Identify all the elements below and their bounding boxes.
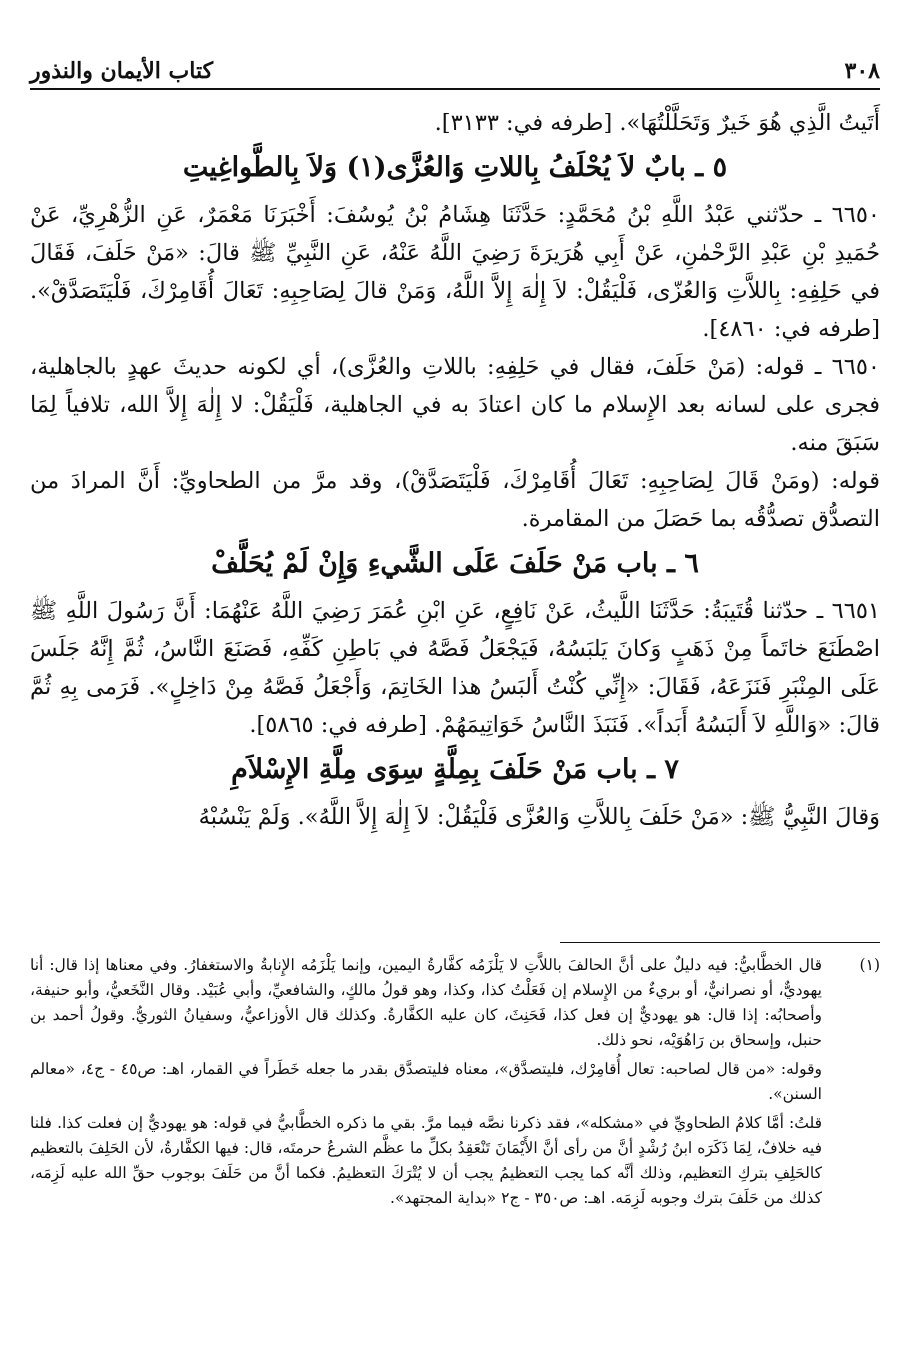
footnote-paragraph: قلتُ: أمَّا كلامُ الطحاويِّ في «مشكله»، فقد ذكرنا نصَّه فيما مرَّ. بقي ما ذكره الخطَّابيُّ في قوله: هو يهوديٌّ إن فعلت كذا. فلنا فيه خلافٌ، لِمَا ذَكَرَه ابنُ رُشْدٍ أنَّ من رأى أنَّ الأَيْمَانَ تَنْعَقِدُ بكلِّ ما عظَّم الشرعُ حرمتَه، قال: فيها الكفَّارةُ، لأن الحَلِفَ بالتعظيم كالحَلِفِ بتركِ التعظيم، وذلك أنَّه كما يجب التعظيمُ يجب أن لا يُتْرَكَ التعظيمُ. فكما أنَّ من حَلَفَ بوجوب حقِّ الله عليه لَزِمَه، كذلك من حَلَفَ بترك وجوبه لَزِمَه. اهـ: ص٣٥٠ - ج٢ «بداية المجتهد». (30, 1114, 822, 1207)
chapter-heading-7: ٧ ـ باب مَنْ حَلَفَ بِمِلَّةٍ سِوَى مِلَّةِ الإِسْلاَمِ (231, 754, 679, 785)
main-text (30, 104, 880, 836)
footnote-1 (30, 953, 880, 1215)
hadith-continuation: أَتَيتُ الَّذِي هُوَ خَيرٌ وَتَحَلَّلْتُهَا». [طرفه في: ٣١٣٣]. (434, 110, 880, 136)
chapter-heading-5: ٥ ـ بابٌ لاَ يُحْلَفُ بِاللاتِ وَالعُزَّى(١) وَلاَ بِالطَّواغِيتِ (182, 152, 728, 183)
chapter-heading-6: ٦ ـ باب مَنْ حَلَفَ عَلَى الشَّيءِ وَإِنْ لَمْ يُحَلَّفْ (211, 548, 699, 579)
footnote-paragraph: وقوله: «من قال لصاحبه: تعال أُقامِرْك، فليتصدَّق»، معناه فليتصدَّق بقدر ما جعله خَطَراً في القمار، اهـ: ص٤٥ - ج٤، «معالم السنن». (30, 1060, 822, 1103)
page-header (30, 50, 880, 90)
footnote-paragraph: قال الخطَّابيُّ: فيه دليلٌ على أنَّ الحالفَ باللاَّتِ لا يَلْزَمُه كفَّارةُ اليمين، وإنما يَلْزَمُه الإِنابةُ والاستغفارُ. وفي معناها إذا قال: أنا يهوديٌّ، أو نصرانيٌّ، أو بريءٌ من الإِسلام إن فَعَلْتُ كذا، وكذا، وهو قولُ مالكٍ، والشافعيِّ، وأبي عُبَيْد. وقال النَّخَعيُّ، وأبو حنيفة، وأصحابُه: إذا قال: هو يهوديٌّ إن فعل كذا، فَحَنِثَ، كان عليه الكفَّارةُ. وكذلك قال الأوزاعيُّ، وسفيانُ الثوريُّ. وقولُ أحمد بن حنبل، وإسحاق بن رَاهُوَيْه، نحو ذلك. (30, 956, 822, 1049)
footnote-divider (560, 942, 880, 943)
hadith-6650: ٦٦٥٠ ـ حدّثني عَبْدُ اللَّهِ بْنُ مُحَمَّدٍ: حَدَّثَنَا هِشَامُ بْنُ يُوسُفَ: أَخْبَرَنَا مَعْمَرٌ، عَنِ الزُّهْرِيِّ، عَنْ حُمَيدِ بْنِ عَبْدِ الرَّحْمٰنِ، عَنْ أَبِي هُرَيرَةَ رَضِيَ اللَّهُ عَنْهُ، عَنِ النَّبِيِّ ﷺ قالَ: «مَنْ حَلَفَ، فَقَالَ في حَلِفِهِ: بِاللاَّتِ وَالعُزّى، فَلْيَقُلْ: لاَ إِلٰهَ إِلاَّ اللَّهُ، وَمَنْ قالَ لِصَاحِبِهِ: تَعَالَ أُقَامِرْكَ، فَلْيَتَصَدَّقْ». [طرفه في: ٤٨٦٠]. (30, 202, 880, 342)
book-title: كتاب الأيمان والنذور (30, 58, 214, 84)
footnotes (30, 942, 880, 1215)
hadith-6651: ٦٦٥١ ـ حدّثنا قُتَيبَةُ: حَدَّثَنَا اللَّيثُ، عَنْ نَافِعٍ، عَنِ ابْنِ عُمَرَ رَضِيَ اللَّهُ عَنْهُمَا: أَنَّ رَسُولَ اللَّهِ ﷺ اصْطَنَعَ خاتَماً مِنْ ذَهَبٍ وَكانَ يَلبَسُهُ، فَيَجْعَلُ فَصَّهُ في بَاطِنِ كَفِّهِ، فَصَنَعَ النَّاسُ، ثُمَّ إِنَّهُ جَلَسَ عَلَى المِنْبَرِ فَنَزَعَهُ، فَقَالَ: «إِنِّي كُنْتُ أَلبَسُ هذا الخَاتِمَ، وَأَجْعَلُ فَصَّهُ مِنْ دَاخِلٍ». فَرَمى بِهِ ثُمَّ قالَ: «وَاللَّهِ لاَ أَلبَسُهُ أَبَداً». فَنَبَذَ النَّاسُ خَوَاتِيمَهُمْ. [طرفه في: ٥٨٦٥]. (30, 598, 880, 738)
page (30, 50, 880, 836)
chapter-7-text: وَقالَ النَّبِيُّ ﷺ: «مَنْ حَلَفَ بِاللاَّتِ وَالعُزَّى فَلْيَقُلْ: لاَ إِلٰهَ إِلاَّ اللَّهُ». وَلَمْ يَنْسُبْهُ (198, 804, 880, 830)
page-number: ٣٠٨ (844, 58, 880, 84)
commentary-6650-b: قوله: (ومَنْ قَالَ لِصَاحِبِهِ: تَعَالَ أُقَامِرْكَ، فَلْيَتَصَدَّقْ)، وقد مرَّ من الطحاويِّ: أَنَّ المرادَ من التصدُّق تصدُّقُه بما حَصَلَ من المقامرة. (30, 468, 880, 532)
footnote-body (30, 953, 822, 1215)
commentary-6650-a: ٦٦٥٠ ـ قوله: (مَنْ حَلَفَ، فقال في حَلِفِهِ: باللاتِ والعُزَّى)، أي لكونه حديثَ عهدٍ بالجاهلية، فجرى على لسانه بعد الإِسلام ما كان اعتادَ به في الجاهلية، فَلْيَقُلْ: لا إِلٰهَ إِلاَّ الله، تلافياً لِمَا سَبَقَ منه. (30, 354, 880, 456)
footnote-number: (١) (859, 956, 880, 974)
